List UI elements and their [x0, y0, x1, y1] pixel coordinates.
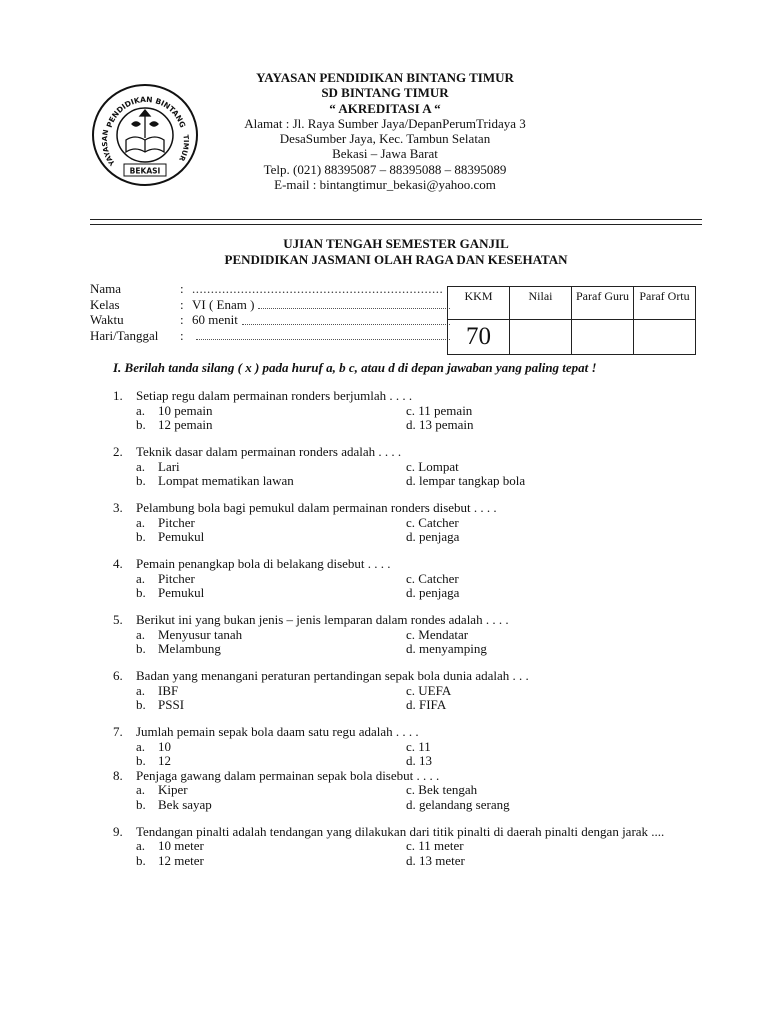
option-a[interactable]	[136, 628, 406, 643]
option-key: a.	[136, 682, 146, 698]
question-number: 5.	[113, 612, 123, 627]
option-text: PSSI	[158, 697, 185, 712]
option-b[interactable]	[136, 586, 406, 601]
seal-top-text: PENDIDIKAN BINTANG	[104, 94, 188, 129]
option-key: b.	[136, 852, 146, 868]
tanggal-row	[90, 328, 450, 344]
kelas-label: Kelas	[90, 296, 120, 312]
option-text: Menyusur tanah	[158, 626, 243, 642]
paraf-ortu-cell[interactable]	[634, 320, 696, 355]
waktu-separator: :	[180, 312, 184, 327]
question-text: Pelambung bola bagi pemukul dalam permainan ronders disebut . . . .	[136, 500, 497, 515]
option-text: Kiper	[158, 782, 188, 797]
exam-subject: PENDIDIKAN JASMANI OLAH RAGA DAN KESEHATAN	[224, 252, 568, 267]
question-item	[113, 389, 713, 433]
question-item	[113, 445, 713, 489]
tanggal-separator: :	[180, 327, 184, 343]
option-a[interactable]	[136, 783, 406, 798]
exam-title: UJIAN TENGAH SEMESTER GANJIL	[283, 236, 509, 251]
address-line-3: Bekasi – Jawa Barat	[332, 146, 438, 162]
option-text: 12 pemain	[158, 417, 213, 432]
option-b[interactable]	[136, 854, 406, 869]
option-key: b.	[136, 641, 146, 656]
option-d[interactable]: d. 13	[406, 753, 432, 768]
question-text: Badan yang menangani peraturan pertandingan sepak bola dunia adalah . . .	[136, 668, 529, 683]
option-a[interactable]	[136, 572, 406, 587]
option-key: a.	[136, 458, 146, 474]
option-c[interactable]: c. 11	[406, 738, 431, 754]
question-number: 3.	[113, 500, 123, 515]
question-text: Tendangan pinalti adalah tendangan yang dilakukan dari titik pinalti di daerah pinalti dengan jarak ....	[136, 823, 665, 839]
address-line-2: DesaSumber Jaya, Kec. Tambun Selatan	[279, 131, 491, 147]
option-key: a.	[136, 514, 146, 530]
svg-text:TIMUR	[177, 134, 190, 163]
option-c[interactable]: c. Bek tengah	[406, 782, 478, 797]
svg-text:YAYASAN	[101, 129, 117, 168]
nilai-header: Nilai	[510, 287, 572, 320]
option-key: b.	[136, 796, 146, 812]
question-number: 1.	[113, 388, 123, 403]
paraf-ortu-header: Paraf Ortu	[634, 287, 696, 320]
option-key: b.	[136, 417, 146, 432]
option-d[interactable]: d. FIFA	[406, 697, 447, 712]
option-b[interactable]	[136, 530, 406, 545]
kelas-field[interactable]	[258, 297, 450, 310]
option-a[interactable]	[136, 404, 406, 419]
option-a[interactable]	[136, 684, 406, 699]
option-text: Pitcher	[158, 514, 195, 530]
question-item	[113, 557, 713, 601]
waktu-label: Waktu	[90, 312, 124, 327]
kelas-separator: :	[180, 296, 184, 312]
waktu-value: 60 menit	[192, 312, 238, 327]
option-text: 10 meter	[158, 838, 204, 853]
option-text: Bek sayap	[158, 796, 212, 812]
tanggal-field[interactable]	[196, 328, 450, 341]
option-key: a.	[136, 402, 146, 418]
option-c[interactable]: c. Catcher	[406, 514, 459, 530]
waktu-row	[90, 312, 450, 328]
accreditation: “ AKREDITASI A “	[329, 100, 441, 116]
question-item	[113, 825, 713, 869]
foundation-name: YAYASAN PENDIDIKAN BINTANG TIMUR	[256, 70, 514, 85]
kelas-value: VI ( Enam )	[192, 296, 255, 312]
option-a[interactable]	[136, 460, 406, 475]
kelas-row	[90, 297, 450, 313]
option-a[interactable]	[136, 740, 406, 755]
nama-field[interactable]: ...................................................................	[192, 281, 444, 296]
option-text: Pitcher	[158, 570, 195, 586]
option-b[interactable]	[136, 698, 406, 713]
option-d[interactable]: d. 13 pemain	[406, 417, 474, 432]
question-text: Setiap regu dalam permainan ronders berjumlah . . . .	[136, 388, 413, 403]
instruction: I. Berilah tanda silang ( x ) pada huruf a, b c, atau d di depan jawaban yang paling tepat !	[113, 360, 597, 375]
question-text: Teknik dasar dalam permainan ronders adalah . . . .	[136, 444, 402, 459]
nama-row	[90, 281, 450, 297]
question-number: 7.	[113, 724, 123, 739]
option-b[interactable]	[136, 418, 406, 433]
option-d[interactable]: d. penjaga	[406, 585, 460, 600]
question-number: 4.	[113, 556, 123, 571]
option-text: IBF	[158, 682, 179, 698]
option-b[interactable]	[136, 798, 406, 813]
option-c[interactable]: c. UEFA	[406, 682, 452, 698]
option-text: Pemukul	[158, 585, 205, 600]
school-name: SD BINTANG TIMUR	[321, 85, 449, 101]
seal-left-text: YAYASAN	[100, 128, 117, 168]
phone-line: Telp. (021) 88395087 – 88395088 – 88395089	[263, 161, 507, 177]
seal-right-text: TIMUR	[177, 134, 190, 163]
option-key: b.	[136, 529, 146, 544]
option-c[interactable]: c. Mendatar	[406, 626, 469, 642]
option-text: Lari	[158, 458, 180, 474]
nama-separator: :	[180, 281, 184, 296]
option-text: 12	[158, 753, 171, 768]
question-number: 6.	[113, 668, 123, 683]
option-text: 10 pemain	[158, 402, 213, 418]
option-text: 10	[158, 738, 171, 754]
seal-bottom-text: BEKASI	[129, 166, 161, 176]
question-text: Jumlah pemain sepak bola daam satu regu adalah . . . .	[136, 724, 419, 739]
option-c[interactable]: c. Catcher	[406, 570, 459, 586]
option-d[interactable]: d. 13 meter	[406, 852, 465, 868]
paraf-guru-header: Paraf Guru	[572, 287, 634, 320]
question-number: 9.	[113, 823, 123, 839]
option-key: b.	[136, 473, 146, 488]
option-a[interactable]	[136, 839, 406, 854]
email-line: E-mail : bintangtimur_bekasi@yahoo.com	[274, 177, 496, 193]
kkm-value: 70	[448, 320, 510, 355]
option-b[interactable]	[136, 754, 406, 769]
school-seal-icon	[90, 80, 200, 190]
header-divider-top	[90, 219, 702, 220]
option-text: Lompat mematikan lawan	[158, 473, 294, 488]
question-item	[113, 613, 713, 657]
question-item	[113, 669, 713, 713]
option-d[interactable]: d. lempar tangkap bola	[406, 473, 526, 488]
option-c[interactable]: c. 11 pemain	[406, 402, 473, 418]
question-text: Penjaga gawang dalam permainan sepak bola disebut . . . .	[136, 767, 440, 783]
option-b[interactable]	[136, 642, 406, 657]
option-text: 12 meter	[158, 852, 204, 868]
question-list	[113, 389, 713, 868]
option-d[interactable]: d. gelandang serang	[406, 796, 510, 812]
nilai-cell[interactable]	[510, 320, 572, 355]
question-text: Berikut ini yang bukan jenis – jenis lemparan dalam rondes adalah . . . .	[136, 612, 509, 627]
option-text: Melambung	[158, 641, 221, 656]
option-d[interactable]: d. penjaga	[406, 529, 460, 544]
kkm-header: KKM	[448, 287, 510, 320]
option-key: a.	[136, 838, 146, 853]
option-text: Pemukul	[158, 529, 205, 544]
question-number: 2.	[113, 444, 123, 459]
header-divider-bottom	[90, 224, 702, 225]
question-number: 8.	[113, 767, 123, 783]
address-line-1: Alamat : Jl. Raya Sumber Jaya/DepanPerumTridaya 3	[244, 115, 526, 131]
option-d[interactable]: d. menyamping	[406, 641, 487, 656]
exam-title-block	[90, 236, 702, 268]
option-c[interactable]: c. 11 meter	[406, 838, 464, 853]
option-key: b.	[136, 697, 146, 712]
option-key: b.	[136, 585, 146, 600]
option-key: b.	[136, 753, 146, 768]
nama-label: Nama	[90, 281, 122, 296]
question-text: Pemain penangkap bola di belakang disebut . . . .	[136, 556, 391, 571]
paraf-guru-cell[interactable]	[572, 320, 634, 355]
question-item	[113, 725, 713, 769]
option-key: a.	[136, 782, 146, 797]
option-a[interactable]	[136, 516, 406, 531]
tanggal-label: Hari/Tanggal	[90, 327, 159, 343]
option-key: a.	[136, 626, 146, 642]
option-key: a.	[136, 570, 146, 586]
waktu-field[interactable]	[242, 312, 450, 325]
option-b[interactable]	[136, 474, 406, 489]
question-item	[113, 501, 713, 545]
option-c[interactable]: c. Lompat	[406, 458, 459, 474]
option-key: a.	[136, 738, 146, 754]
student-identity	[90, 281, 450, 343]
letterhead	[220, 70, 550, 192]
score-table	[447, 286, 696, 355]
question-item	[113, 769, 713, 813]
